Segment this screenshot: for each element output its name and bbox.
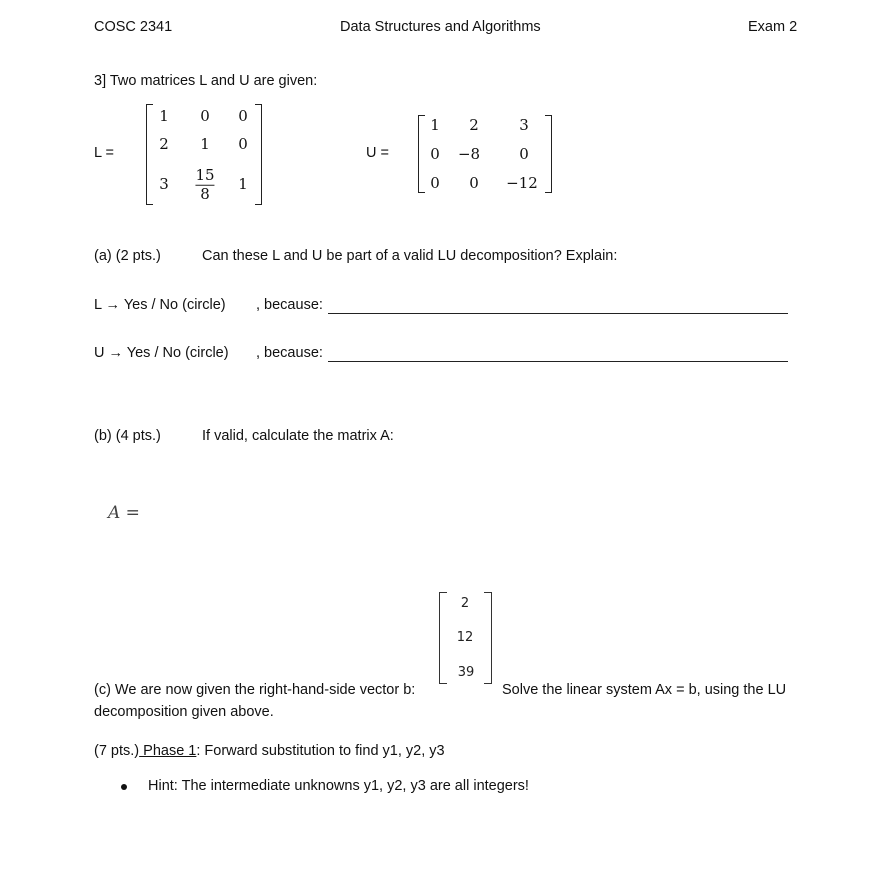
u-matrix: [418, 115, 552, 193]
part-a-prompt: Can these L and U be part of a valid LU decomposition? Explain:: [202, 248, 618, 264]
u-yes-no-line: U → Yes / No (circle): [94, 345, 229, 361]
phase-1-description: : Forward substitution to find y1, y2, y3: [196, 743, 445, 759]
a-matrix-label: A =: [108, 503, 140, 523]
u-matrix-label: U =: [366, 145, 389, 161]
fraction-denominator: 8: [200, 184, 210, 203]
bullet-dot: [121, 784, 127, 790]
part-c-text-after: Solve the linear system Ax = b, using the LU: [502, 682, 787, 698]
l-matrix: [146, 104, 262, 205]
b-vector-entry-2: 12: [456, 630, 474, 645]
hint-text: Hint: The intermediate unknowns y1, y2, y3 are all integers!: [148, 778, 529, 794]
u-cell-1-2: 2: [469, 116, 479, 134]
phase-1-title: Phase 1: [139, 743, 197, 759]
u-cell-2-3: 0: [519, 145, 529, 163]
u-cell-3-1: 0: [430, 174, 440, 192]
l-cell-1-2: 0: [200, 107, 210, 125]
l-because-label: , because:: [256, 297, 323, 313]
u-because-label: , because:: [256, 345, 323, 361]
part-c-text: (c) We are now given the right-hand-side vector b:: [94, 682, 416, 698]
l-yes-no-line: L → Yes / No (circle): [94, 297, 226, 313]
l-answer-blank[interactable]: [328, 313, 788, 314]
u-cell-2-1: 0: [430, 145, 440, 163]
phase-points: (7 pts.): [94, 743, 140, 759]
part-c-text-line2: decomposition given above.: [94, 704, 274, 720]
l-cell-1-3: 0: [238, 107, 248, 125]
u-cell-3-3: −12: [506, 174, 538, 192]
fraction-numerator: 15: [195, 165, 215, 184]
course-code: COSC 2341: [94, 19, 173, 35]
b-vector-entry-3: 39: [457, 665, 475, 680]
phase-1-line: [94, 743, 445, 759]
course-title: Data Structures and Algorithms: [340, 19, 541, 35]
part-a-label: (a) (2 pts.): [94, 248, 161, 264]
u-answer-blank[interactable]: [328, 361, 788, 362]
u-cell-1-1: 1: [430, 116, 440, 134]
part-b-label: (b) (4 pts.): [94, 428, 161, 444]
l-cell-1-1: 1: [159, 107, 169, 125]
u-cell-1-3: 3: [519, 116, 529, 134]
l-cell-3-1: 3: [159, 175, 169, 193]
l-cell-2-1: 2: [159, 135, 169, 153]
l-matrix-label: L =: [94, 145, 115, 161]
exam-label: Exam 2: [748, 19, 798, 35]
question-intro: 3] Two matrices L and U are given:: [94, 73, 318, 89]
u-cell-2-2: −8: [457, 145, 481, 163]
l-cell-2-2: 1: [200, 135, 210, 153]
part-b-prompt: If valid, calculate the matrix A:: [202, 428, 394, 444]
b-vector-entry-1: 2: [460, 596, 470, 611]
l-cell-2-3: 0: [238, 135, 248, 153]
u-cell-3-2: 0: [469, 174, 479, 192]
l-cell-3-2-fraction: [195, 166, 214, 203]
l-cell-3-3: 1: [238, 175, 248, 193]
